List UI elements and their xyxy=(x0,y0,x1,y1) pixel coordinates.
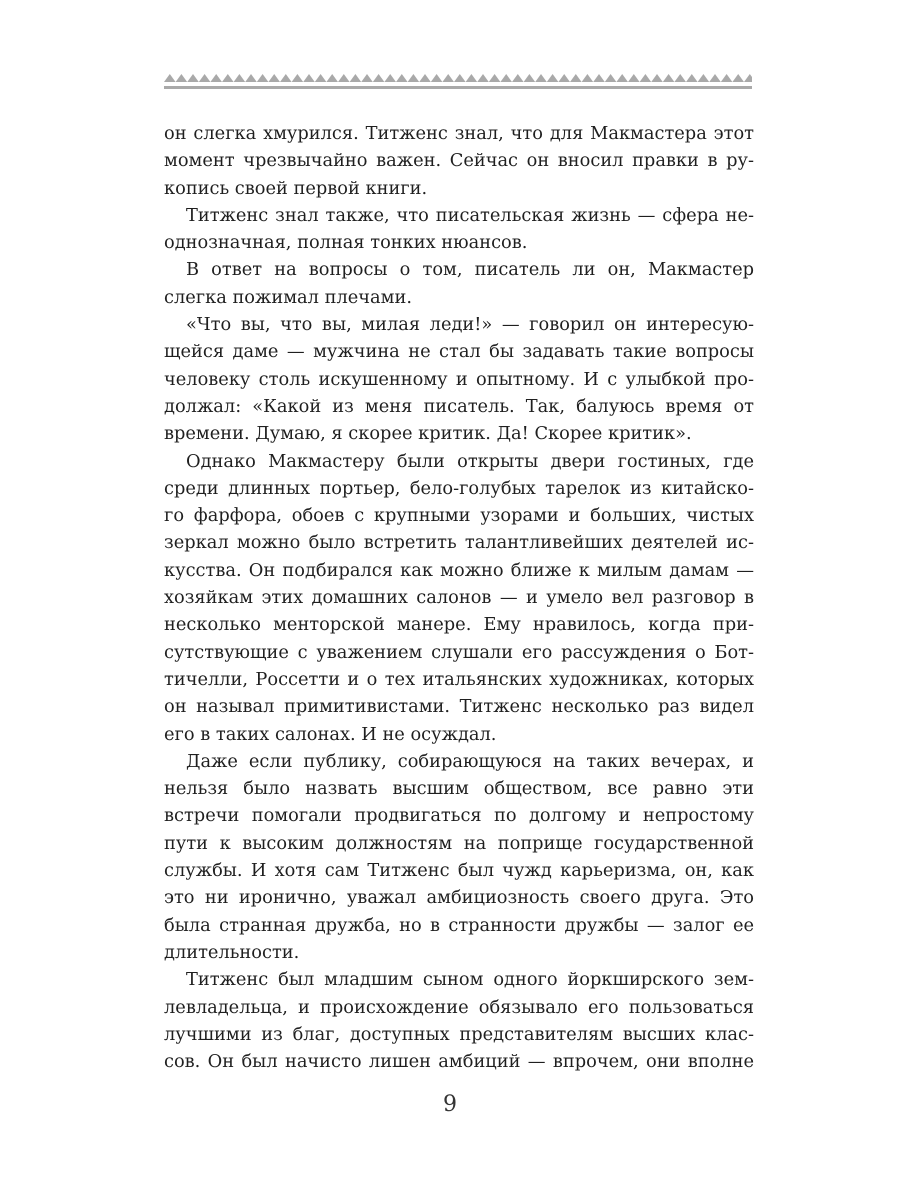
ornament-triangle xyxy=(663,74,675,82)
ornament-triangle xyxy=(454,74,466,82)
text-line: Титженс знал также, что писательская жизнь — сфера не- xyxy=(186,204,754,226)
ornament-triangle xyxy=(234,74,246,82)
text-line: его в таких салонах. И не осуждал. xyxy=(164,723,497,745)
text-line: зеркал можно было встретить талантливейших деятелей ис- xyxy=(164,532,754,554)
text-line: несколько менторской манере. Ему нравилось, когда при- xyxy=(164,614,754,636)
text-line: однозначная, полная тонких нюансов. xyxy=(164,232,528,254)
text-line: щейся даме — мужчина не стал бы задавать такие вопросы xyxy=(164,341,754,363)
ornament-triangle xyxy=(431,74,443,82)
ornament-triangle xyxy=(605,74,617,82)
ornament-triangle xyxy=(640,74,652,82)
ornament-triangle xyxy=(512,74,524,82)
ornament-triangle xyxy=(396,74,408,82)
ornament-triangle xyxy=(326,74,338,82)
ornament-triangle xyxy=(361,74,373,82)
text-line: он называл примитивистами. Титженс несколько раз видел xyxy=(164,696,754,718)
text-line: В ответ на вопросы о том, писатель ли он, Макмастер xyxy=(186,259,754,281)
ornament-triangle xyxy=(477,74,489,82)
text-line: левладельца, и происхождение обязывало его пользоваться xyxy=(164,996,754,1018)
ornament-triangle xyxy=(582,74,594,82)
text-line: момент чрезвычайно важен. Сейчас он вносил правки в ру- xyxy=(164,150,754,172)
ornament-triangle xyxy=(500,74,512,82)
text-line: хозяйкам этих домашних салонов — и умело вел разговор в xyxy=(164,587,754,609)
ornament-triangle xyxy=(280,74,292,82)
ornament-triangle xyxy=(674,74,686,82)
ornament-triangle xyxy=(187,74,199,82)
ornament-triangle xyxy=(698,74,710,82)
paragraph xyxy=(164,311,754,447)
text-line: он слегка хмурился. Титженс знал, что для Макмастера этот xyxy=(164,123,754,144)
text-line: сов. Он был начисто лишен амбиций — впрочем, они вполне xyxy=(164,1051,754,1073)
ornament-triangle xyxy=(570,74,582,82)
ornament-triangle xyxy=(732,74,744,82)
ornament-triangle xyxy=(373,74,385,82)
ornament-triangle xyxy=(245,74,257,82)
text-line: человеку столь искушенному и опытному. И с улыбкой про- xyxy=(164,368,754,390)
ornament-triangle xyxy=(651,74,663,82)
ornament-triangle xyxy=(419,74,431,82)
text-line: длительности. xyxy=(164,941,300,963)
text-line: пути к высоким должностям на поприще государственной xyxy=(164,832,754,854)
ornament-triangle xyxy=(303,74,315,82)
ornament-triangle xyxy=(164,74,176,82)
ornament-triangle xyxy=(709,74,721,82)
text-line: Даже если публику, собирающуюся на таких вечерах, и xyxy=(186,750,754,772)
text-line: Однако Макмастеру были открыты двери гостиных, где xyxy=(186,450,754,472)
paragraph xyxy=(164,202,754,257)
text-line: встречи помогали продвигаться по долгому и непростому xyxy=(164,805,754,827)
paragraph xyxy=(164,120,754,202)
text-line: лучшими из благ, доступных представителям высших клас- xyxy=(164,1023,754,1045)
text-line: это ни иронично, уважал амбициозность своего друга. Это xyxy=(164,887,754,909)
text-line: кусства. Он подбирался как можно ближе к милым дамам — xyxy=(164,559,754,581)
text-line: Титженс был младшим сыном одного йоркширского зем- xyxy=(186,969,754,991)
ornament-triangle xyxy=(686,74,698,82)
paragraph xyxy=(164,966,754,1075)
ornament-triangle xyxy=(350,74,362,82)
paragraph xyxy=(164,256,754,311)
ornament-triangle xyxy=(442,74,454,82)
ornament-triangle xyxy=(408,74,420,82)
paragraph xyxy=(164,448,754,748)
text-line: го фарфора, обоев с крупными узорами и больших, чистых xyxy=(164,505,754,527)
ornament-triangle xyxy=(593,74,605,82)
ornament-triangle xyxy=(489,74,501,82)
text-line: слегка пожимал плечами. xyxy=(164,286,412,308)
ornament-triangle xyxy=(176,74,188,82)
text-line: «Что вы, что вы, милая леди!» — говорил он интересую- xyxy=(186,314,754,336)
text-line: времени. Думаю, я скорее критик. Да! Скорее критик». xyxy=(164,423,692,445)
body-text xyxy=(164,120,754,1075)
ornament-triangle xyxy=(257,74,269,82)
text-line: сутствующие с уважением слушали его рассуждения о Бот- xyxy=(164,641,754,663)
ornament-triangle xyxy=(222,74,234,82)
ornament-triangle xyxy=(524,74,536,82)
ornament-triangle xyxy=(466,74,478,82)
header-ornament xyxy=(164,68,752,92)
text-line: службы. И хотя сам Титженс был чужд карьеризма, он, как xyxy=(164,860,754,882)
ornament-triangle xyxy=(547,74,559,82)
text-line: была странная дружба, но в странности дружбы — залог ее xyxy=(164,914,754,936)
ornament-triangle xyxy=(384,74,396,82)
ornament-triangle xyxy=(338,74,350,82)
page-number: 9 xyxy=(443,1092,457,1117)
ornament-triangle xyxy=(210,74,222,82)
text-line: тичелли, Россетти и о тех итальянских художниках, которых xyxy=(164,668,754,690)
text-line: среди длинных портьер, бело-голубых тарелок из китайско- xyxy=(164,477,754,499)
ornament-triangle xyxy=(292,74,304,82)
ornament-triangle xyxy=(535,74,547,82)
ornament-triangle xyxy=(268,74,280,82)
ornament-triangle xyxy=(616,74,628,82)
ornament-triangle xyxy=(628,74,640,82)
paragraph xyxy=(164,748,754,966)
ornament-triangle xyxy=(558,74,570,82)
text-line: нельзя было назвать высшим обществом, все равно эти xyxy=(164,778,754,800)
ornament-triangle xyxy=(199,74,211,82)
ornament-triangle xyxy=(721,74,733,82)
text-line: должал: «Какой из меня писатель. Так, балуюсь время от xyxy=(164,395,754,417)
ornament-triangle xyxy=(315,74,327,82)
ornament-triangle xyxy=(744,74,752,82)
text-line: копись своей первой книги. xyxy=(164,177,428,199)
